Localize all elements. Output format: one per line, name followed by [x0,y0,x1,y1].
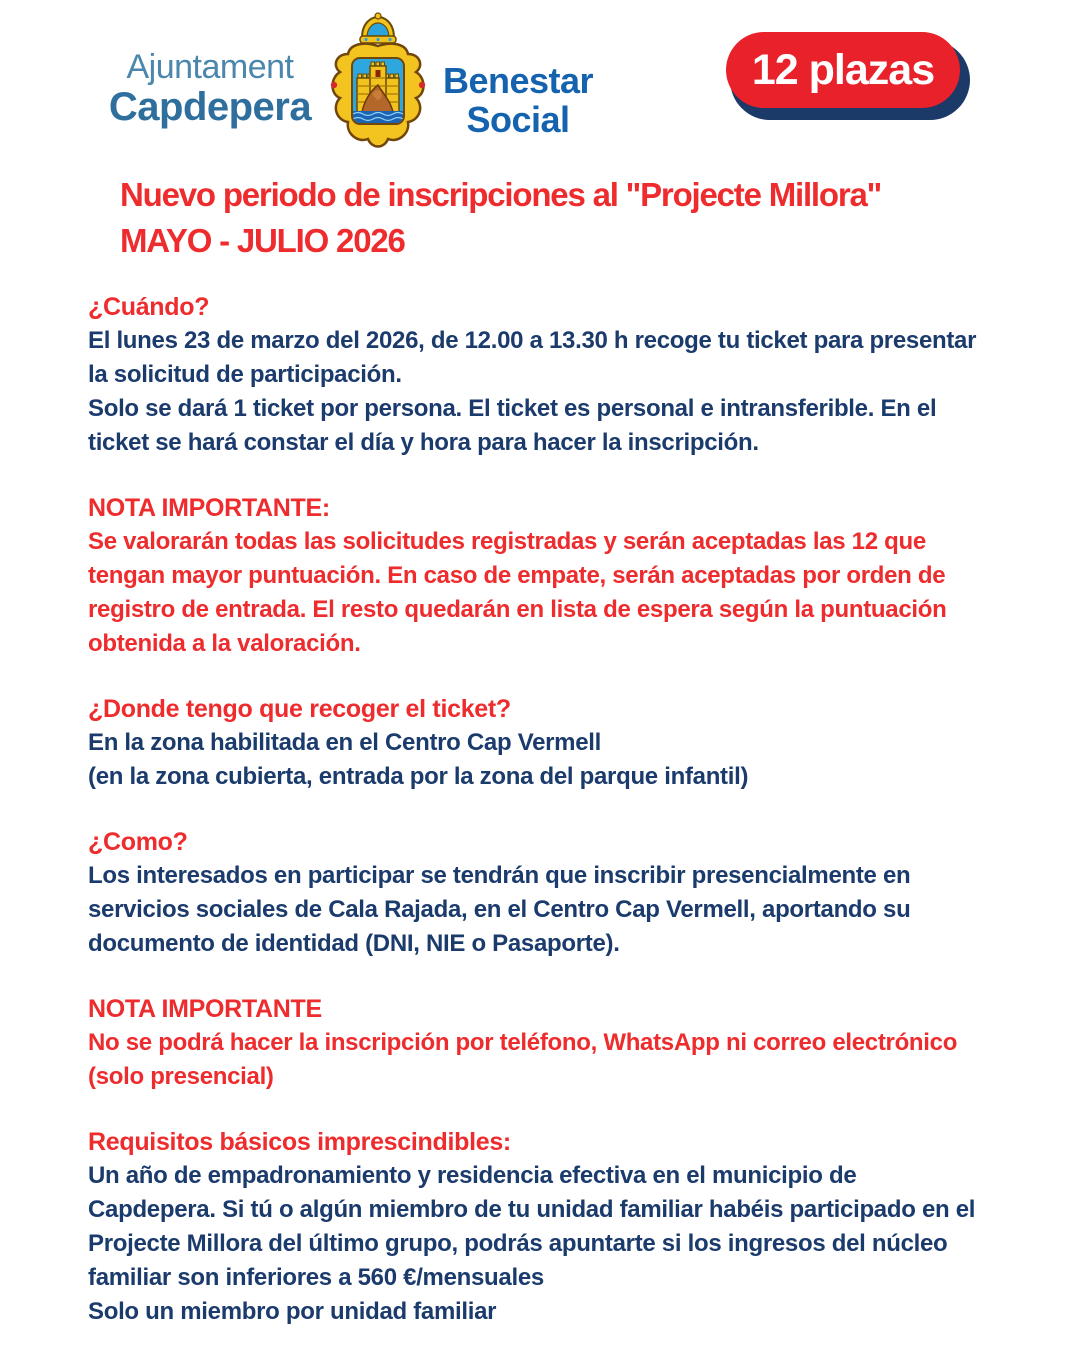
section-paragraph: Solo un miembro por unidad familiar [88,1298,497,1325]
plazas-badge [726,32,964,112]
plazas-badge-label: 12 plazas [726,32,960,108]
section-paragraph: Los interesados en participar se tendrán que inscribir presencialmente en servicios sociales de Cala Rajada, en el Centro Cap Vermell, aportando su documento de identidad (DNI, NIE o Pasaporte). [88,862,911,957]
department-name-line2: Social [466,98,570,140]
section-heading: ¿Donde tengo que recoger el ticket? [88,695,511,723]
section-paragraph: El lunes 23 de marzo del 2026, de 12.00 a 13.30 h recoge tu ticket para presentar la solicitud de participación. [88,327,977,388]
section-donde [88,692,990,794]
department-logotype [428,62,608,140]
section-paragraph: (en la zona cubierta, entrada por la zona del parque infantil) [88,763,749,790]
section-paragraph: No se podrá hacer la inscripción por teléfono, WhatsApp ni correo electrónico (solo presencial) [88,1029,958,1090]
section-heading: NOTA IMPORTANTE [88,995,322,1023]
municipality-logotype [100,50,320,128]
capdepera-coat-of-arms-icon [322,12,434,156]
section-paragraph: En la zona habilitada en el Centro Cap Vermell [88,729,602,756]
municipality-name-bold: Capdepera [108,84,312,129]
section-heading: ¿Como? [88,828,188,856]
section-como [88,825,990,961]
section-nota-importante-1 [88,491,990,661]
section-paragraph: Solo se dará 1 ticket por persona. El ticket es personal e intransferible. En el ticket se hará constar el día y hora para hacer la inscripción. [88,395,937,456]
section-paragraph: Se valorarán todas las solicitudes registradas y serán aceptadas las 12 que tengan mayor puntuación. En caso de empate, serán aceptadas por orden de registro de entrada. El resto quedarán en lista de espera según la puntuación obtenida a la valoración. [88,528,947,657]
poster-title-line1: Nuevo periodo de inscripciones al "Projecte Millora" [120,176,882,213]
section-heading: Requisitos básicos imprescindibles: [88,1128,511,1156]
poster-title [120,172,1020,264]
poster-title-line2: MAYO - JULIO 2026 [120,222,405,259]
section-paragraph: Un año de empadronamiento y residencia efectiva en el municipio de Capdepera. Si tú o algún miembro de tu unidad familiar habéis participado en el Projecte Millora del último grupo, podrás apuntarte si los ingresos del núcleo familiar son inferiores a 560 €/mensuales [88,1162,976,1291]
department-name-line1: Benestar [442,60,594,101]
section-heading: ¿Cuándo? [88,293,210,321]
poster-body [88,290,990,1329]
section-nota-importante-2 [88,992,990,1094]
section-requisitos [88,1125,990,1329]
poster-header [0,0,1080,158]
municipality-name-light: Ajuntament [126,48,294,86]
section-cuando [88,290,990,460]
section-heading: NOTA IMPORTANTE: [88,494,330,522]
